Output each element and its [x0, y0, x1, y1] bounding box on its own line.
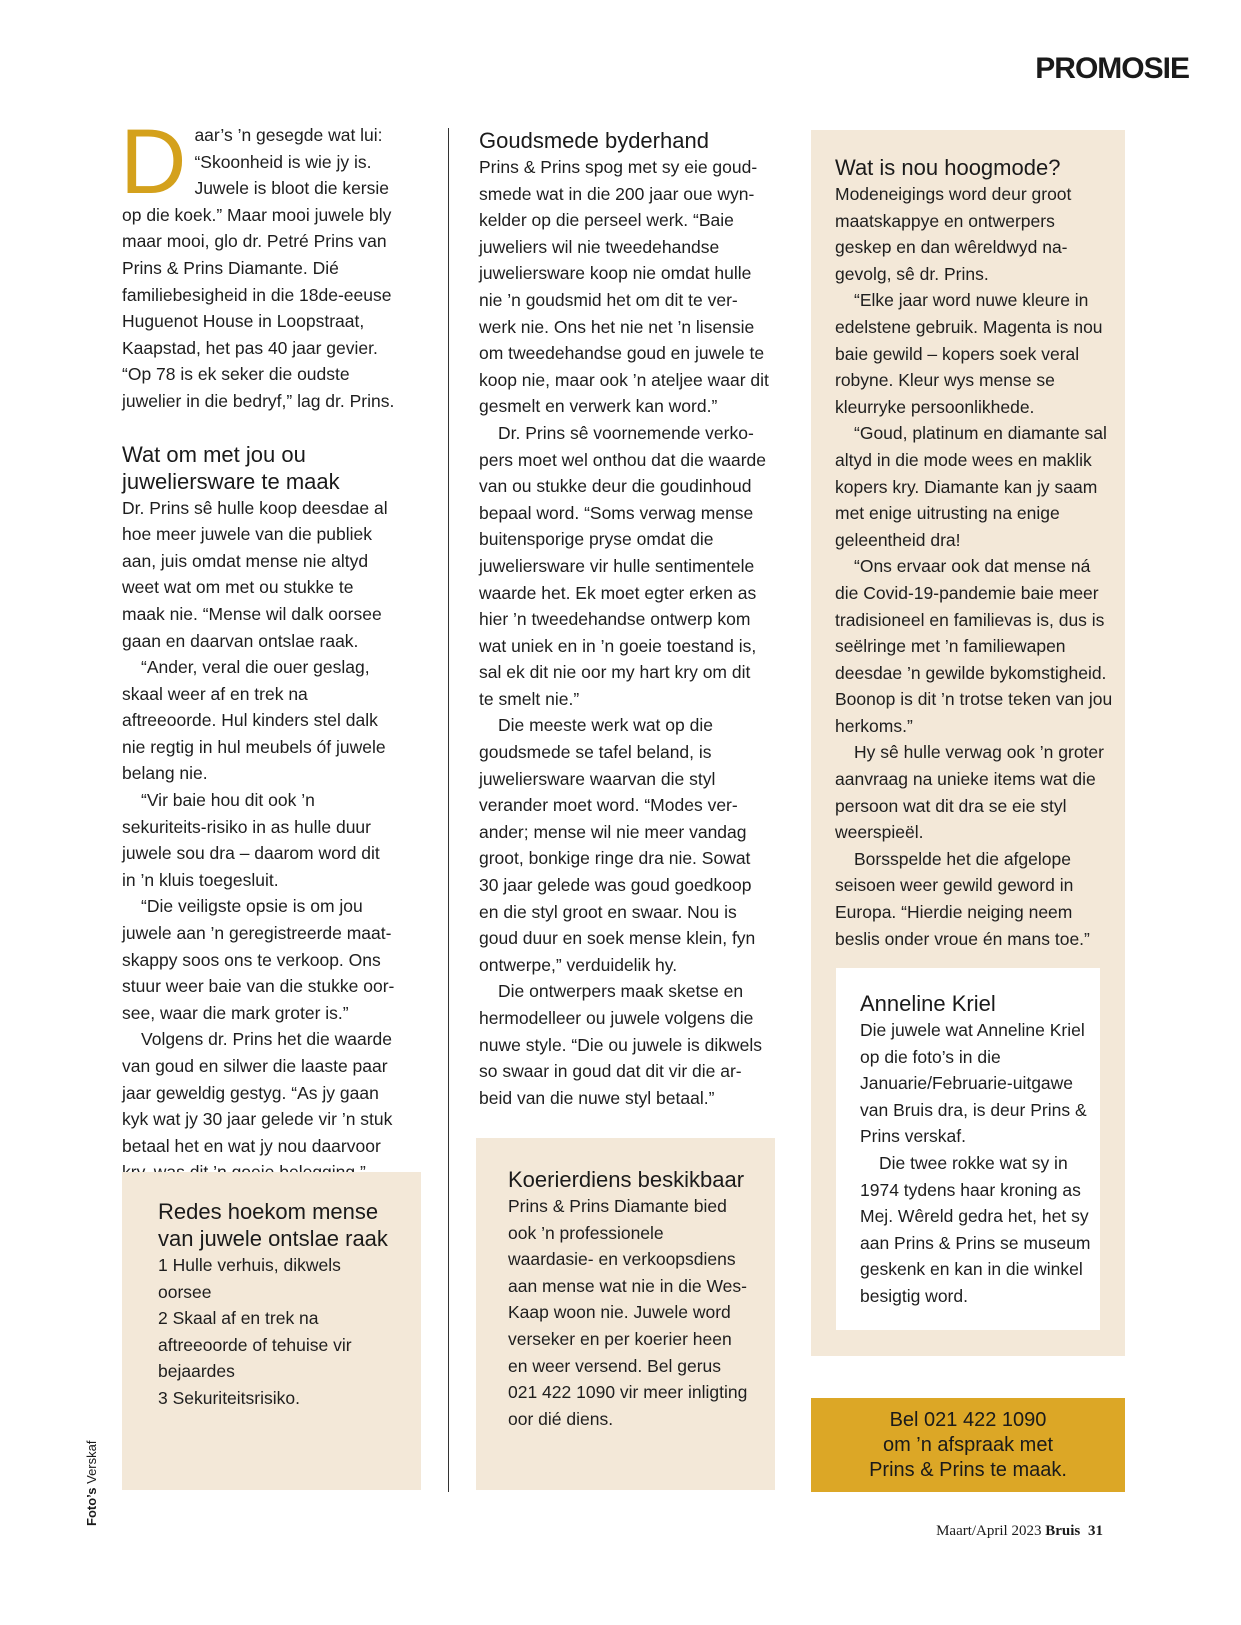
fashion-box	[811, 130, 1125, 1356]
column-divider	[448, 128, 449, 1492]
body-paragraph: Prins & Prins spog met sy eie goud-smede wat in die 200 jaar oue wyn-kelder op die perseel werk. “Baie juweliers wil nie tweedehandse juweliersware koop nie omdat hulle nie ’n goudsmid het om dit te ver-werk nie. Ons het nie net ’n lisensie om tweedehandse goud en juwele te koop nie, maar ook ’n ateljee waar dit gesmelt en verwerk kan word.”	[479, 157, 769, 417]
drop-cap: D	[120, 111, 187, 213]
courier-box	[476, 1138, 775, 1490]
column-2	[479, 127, 769, 1111]
photo-credit: Foto’s Verskaf	[84, 1440, 99, 1526]
page-footer	[936, 1523, 1103, 1540]
body-paragraph: Die ontwerpers maak sketse en hermodelleer ou juwele volgens die nuwe style. “Die ou juwele is dikwels so swaar in goud dat dit vir die ar-beid van die nuwe styl betaal.”	[479, 981, 763, 1108]
section-label: PROMOSIE	[1035, 52, 1189, 85]
body-paragraph: Dr. Prins sê voornemende verko-pers moet wel onthou dat die waarde van ou stukke deur die goudinhoud bepaal word. “Soms verwag mense buitensporige pryse omdat die juweliersware vir hulle sentimentele waarde het. Ek moet egter erken as hier ’n tweedehandse ontwerp kom wat uniek en in ’n goeie toestand is, sal ek dit nie oor my hart kry om dit te smelt nie.”	[479, 422, 766, 709]
box-text: Borsspelde het die afgelope seisoen weer gewild geword in Europa. “Hierdie neiging neem beslis onder vroue én mans toe.”	[835, 848, 1090, 949]
body-paragraph: Dr. Prins sê hulle koop deesdae al hoe meer juwele van die publiek aan, juis omdat mense nie altyd weet wat om met ou stukke te maak nie. “Mense wil dalk oorsee gaan en daarvan ontslae raak.	[122, 497, 388, 651]
callout-line: om ’n afspraak met	[882, 1434, 1054, 1456]
column-1	[120, 111, 397, 1186]
callout-line: Prins & Prins te maak.	[869, 1459, 1067, 1481]
body-paragraph: “Vir baie hou dit ook ’n sekuriteits-risiko in as hulle duur juwele sou dra – daarom word dit in ’n kluis toegesluit.	[122, 790, 380, 890]
intro-paragraph: Daar’s ’n gesegde wat lui: “Skoonheid is wie jy is. Juwele is bloot die kersie op die koek.” Maar mooi juwele bly maar mooi, glo dr. Petré Prins van Prins & Prins Diamante. Dié familiebesigheid in die 18de-eeuse Huguenot House in Loopstraat, Kaapstad, het pas 40 jaar gevier. “Op 78 is ek seker die oudste juwelier in die bedryf,” lag dr. Prins.	[120, 111, 395, 411]
box-text: Hy sê hulle verwag ook ’n groter aanvraag na unieke items wat die persoon wat dit dra se eie styl weerspieël.	[835, 742, 1104, 843]
body-paragraph: “Die veiligste opsie is om jou juwele aan ’n geregistreerde maat-skappy soos ons te verkoop. Ons stuur weer baie van die stukke oor-see, waar die mark groter is.”	[122, 896, 395, 1023]
section-heading: Wat om met jou ou juweliersware te maak	[122, 441, 340, 494]
box-text: Prins & Prins Diamante bied ook ’n professionele waardasie- en verkoopsdiens aan mense wat nie in die Wes-Kaap woon nie. Juwele word verseker en per koerier heen en weer versend. Bel gerus 021 422 1090 vir meer inligting oor dié diens.	[508, 1196, 748, 1429]
anneline-box	[836, 968, 1100, 1330]
list-item: 3 Sekuriteitsrisiko.	[158, 1387, 300, 1408]
box-text: Die juwele wat Anneline Kriel op die foto’s in die Januarie/Februarie-uitgawe van Bruis dra, is deur Prins & Prins verskaf.	[860, 1020, 1087, 1147]
box-text: “Goud, platinum en diamante sal altyd in die mode wees en maklik kopers kry. Diamante kan jy saam met enige uitrusting na enige geleentheid dra!	[835, 423, 1107, 550]
body-paragraph: Volgens dr. Prins het die waarde van goud en silwer die laaste paar jaar geweldig gestyg. “As jy gaan kyk wat jy 30 jaar gelede vir ’n stuk betaal het en wat jy nou daarvoor	[122, 1029, 393, 1156]
box-text: “Elke jaar word nuwe kleure in edelstene gebruik. Magenta is nou baie gewild – kopers soek veral robyne. Kleur wys mense se kleurryke persoonlikhede.	[835, 290, 1103, 417]
issue-date: Maart/April 2023	[936, 1523, 1042, 1539]
list-item: 1 Hulle verhuis, dikwels oorsee	[158, 1255, 341, 1302]
body-paragraph: Die meeste werk wat op die goudsmede se tafel beland, is juweliersware waarvan die styl verander moet word. “Modes ver-ander; mense wil nie meer vandag groot, bonkige ringe dra nie. Sowat 30 jaar gelede was goud goedkoop en die styl groot en swaar. Nou is goud duur en soek mense klein, fyn ontwerpe,” verduidelik hy.	[479, 715, 756, 975]
box-heading: Anneline Kriel	[860, 991, 996, 1016]
box-text: Modeneigings word deur groot maatskappye en ontwerpers geskep en dan wêreldwyd na-gevolg, sê dr. Prins.	[835, 184, 1072, 284]
box-heading: Koerierdiens beskikbaar	[508, 1167, 745, 1192]
box-heading: Redes hoekom mense van juwele ontslae raak	[158, 1199, 388, 1251]
box-text: “Ons ervaar ook dat mense ná die Covid-19-pandemie baie meer tradisioneel en familievas is, dus is seëlringe met ’n familiewapen deesdae ’n gewilde bykomstigheid. Boonop is dit ’n trotse teken van jou herkoms.”	[835, 556, 1113, 736]
magazine-name: Bruis	[1045, 1523, 1081, 1539]
reasons-box	[122, 1172, 421, 1490]
box-text: Die twee rokke wat sy in 1974 tydens haar kroning as Mej. Wêreld gedra het, het sy aan Prins & Prins se museum geskenk en kan in die winkel besigtig word.	[860, 1152, 1091, 1306]
appointment-callout	[811, 1398, 1125, 1492]
list-item: 2 Skaal af en trek na aftreeoorde of tehuise vir bejaardes	[158, 1308, 352, 1382]
box-heading: Wat is nou hoogmode?	[835, 155, 1061, 180]
callout-line: Bel 021 422 1090	[889, 1409, 1047, 1431]
section-heading: Goudsmede byderhand	[479, 128, 709, 153]
page-number: 31	[1088, 1523, 1103, 1539]
body-paragraph: “Ander, veral die ouer geslag, skaal weer af en trek na aftreeoorde. Hul kinders stel dalk nie regtig in hul meubels óf juwele belang nie.	[122, 657, 386, 784]
